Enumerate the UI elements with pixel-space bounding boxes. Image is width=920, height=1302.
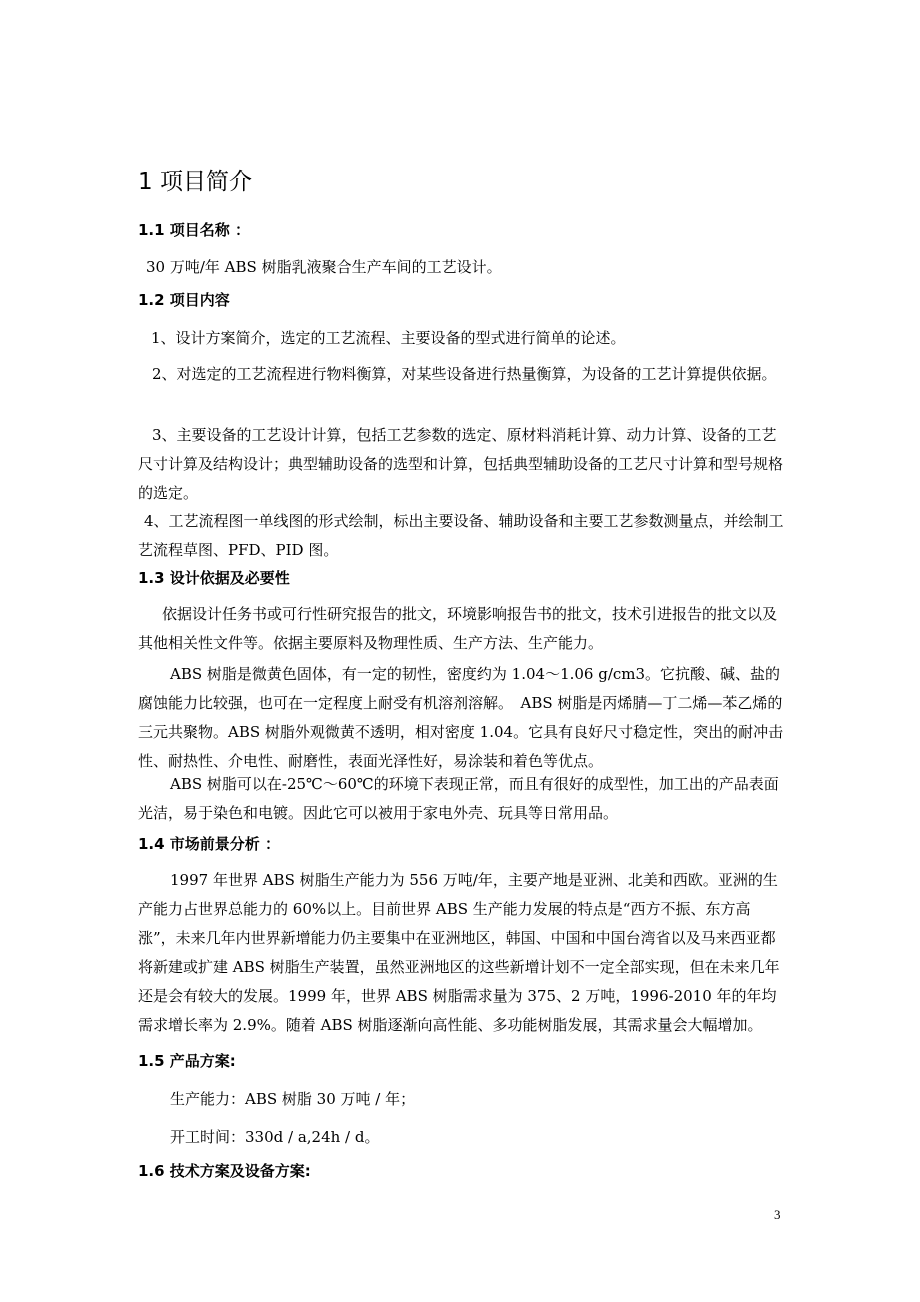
- project-name-text: 30 万吨/年 ABS 树脂乳液聚合生产车间的工艺设计。: [146, 258, 502, 276]
- market-analysis-paragraph: 1997 年世界 ABS 树脂生产能力为 556 万吨/年，主要产地是亚洲、北美和西欧。亚洲的生产能力占世界总能力的 60%以上。目前世界 ABS 生产能力发展的特点是“西方不振、东方高涨”，未来几年内世界新增能力仍主要集中在亚洲地区，韩国、中国和中国台湾省以及马来西亚都将新建或扩建 ABS 树脂生产装置，虽然亚洲地区的这些新增计划不一定全部实现，但在未来几年还是会有较大的发展。1999 年，世界 ABS 树脂需求量为 375、2 万吨，1996-2010 年的年均需求增长率为 2.9%。随着 ABS 树脂逐渐向高性能、多功能树脂发展，其需求量会大幅增加。: [138, 871, 780, 1034]
- page-number: 3: [774, 1207, 781, 1222]
- content-item-3: 3、主要设备的工艺设计计算，包括工艺参数的选定、原材料消耗计算、动力计算、设备的工艺尺寸计算及结构设计；典型辅助设备的选型和计算，包括典型辅助设备的工艺尺寸计算和型号规格的选定。: [138, 426, 784, 502]
- content-item-2: 2、对选定的工艺流程进行物料衡算，对某些设备进行热量衡算，为设备的工艺计算提供依据。: [152, 365, 777, 383]
- abs-applications-paragraph: ABS 树脂可以在-25℃～60℃的环境下表现正常，而且有很好的成型性，加工出的产品表面光洁，易于染色和电镀。因此它可以被用于家电外壳、玩具等日常用品。: [138, 775, 779, 822]
- operating-time-text: 开工时间：330d / a,24h / d。: [170, 1128, 380, 1146]
- content-item-4: 4、工艺流程图一单线图的形式绘制，标出主要设备、辅助设备和主要工艺参数测量点，并绘制工艺流程草图、PFD、PID 图。: [138, 512, 784, 559]
- section-1-2-heading: 1.2 项目内容: [138, 291, 230, 309]
- section-1-1-heading: 1.1 项目名称 ：: [138, 221, 251, 239]
- section-1-6-heading: 1.6 技术方案及设备方案:: [138, 1162, 311, 1180]
- abs-properties-paragraph: ABS 树脂是微黄色固体，有一定的韧性，密度约为 1.04～1.06 g/cm3。它抗酸、碱、盐的腐蚀能力比较强，也可在一定程度上耐受有机溶剂溶解。 ABS 树脂是丙烯腈—丁二烯—苯乙烯的三元共聚物。ABS 树脂外观微黄不透明，相对密度 1.04。它具有良好尺寸稳定性，突出的耐冲击性、耐热性、介电性、耐磨性，表面光泽性好，易涂装和着色等优点。: [138, 665, 784, 770]
- content-item-1: 1、设计方案简介，选定的工艺流程、主要设备的型式进行简单的论述。: [151, 329, 626, 347]
- section-1-3-heading: 1.3 设计依据及必要性: [138, 569, 290, 587]
- section-1-4-heading: 1.4 市场前景分析 ：: [138, 835, 281, 853]
- chapter-title: 1 项目简介: [138, 169, 252, 195]
- production-capacity-text: 生产能力：ABS 树脂 30 万吨 / 年；: [170, 1090, 416, 1108]
- section-1-5-heading: 1.5 产品方案:: [138, 1052, 236, 1070]
- design-basis-paragraph: 依据设计任务书或可行性研究报告的批文，环境影响报告书的批文，技术引进报告的批文以及其他相关性文件等。依据主要原料及物理性质、生产方法、生产能力。: [138, 605, 778, 652]
